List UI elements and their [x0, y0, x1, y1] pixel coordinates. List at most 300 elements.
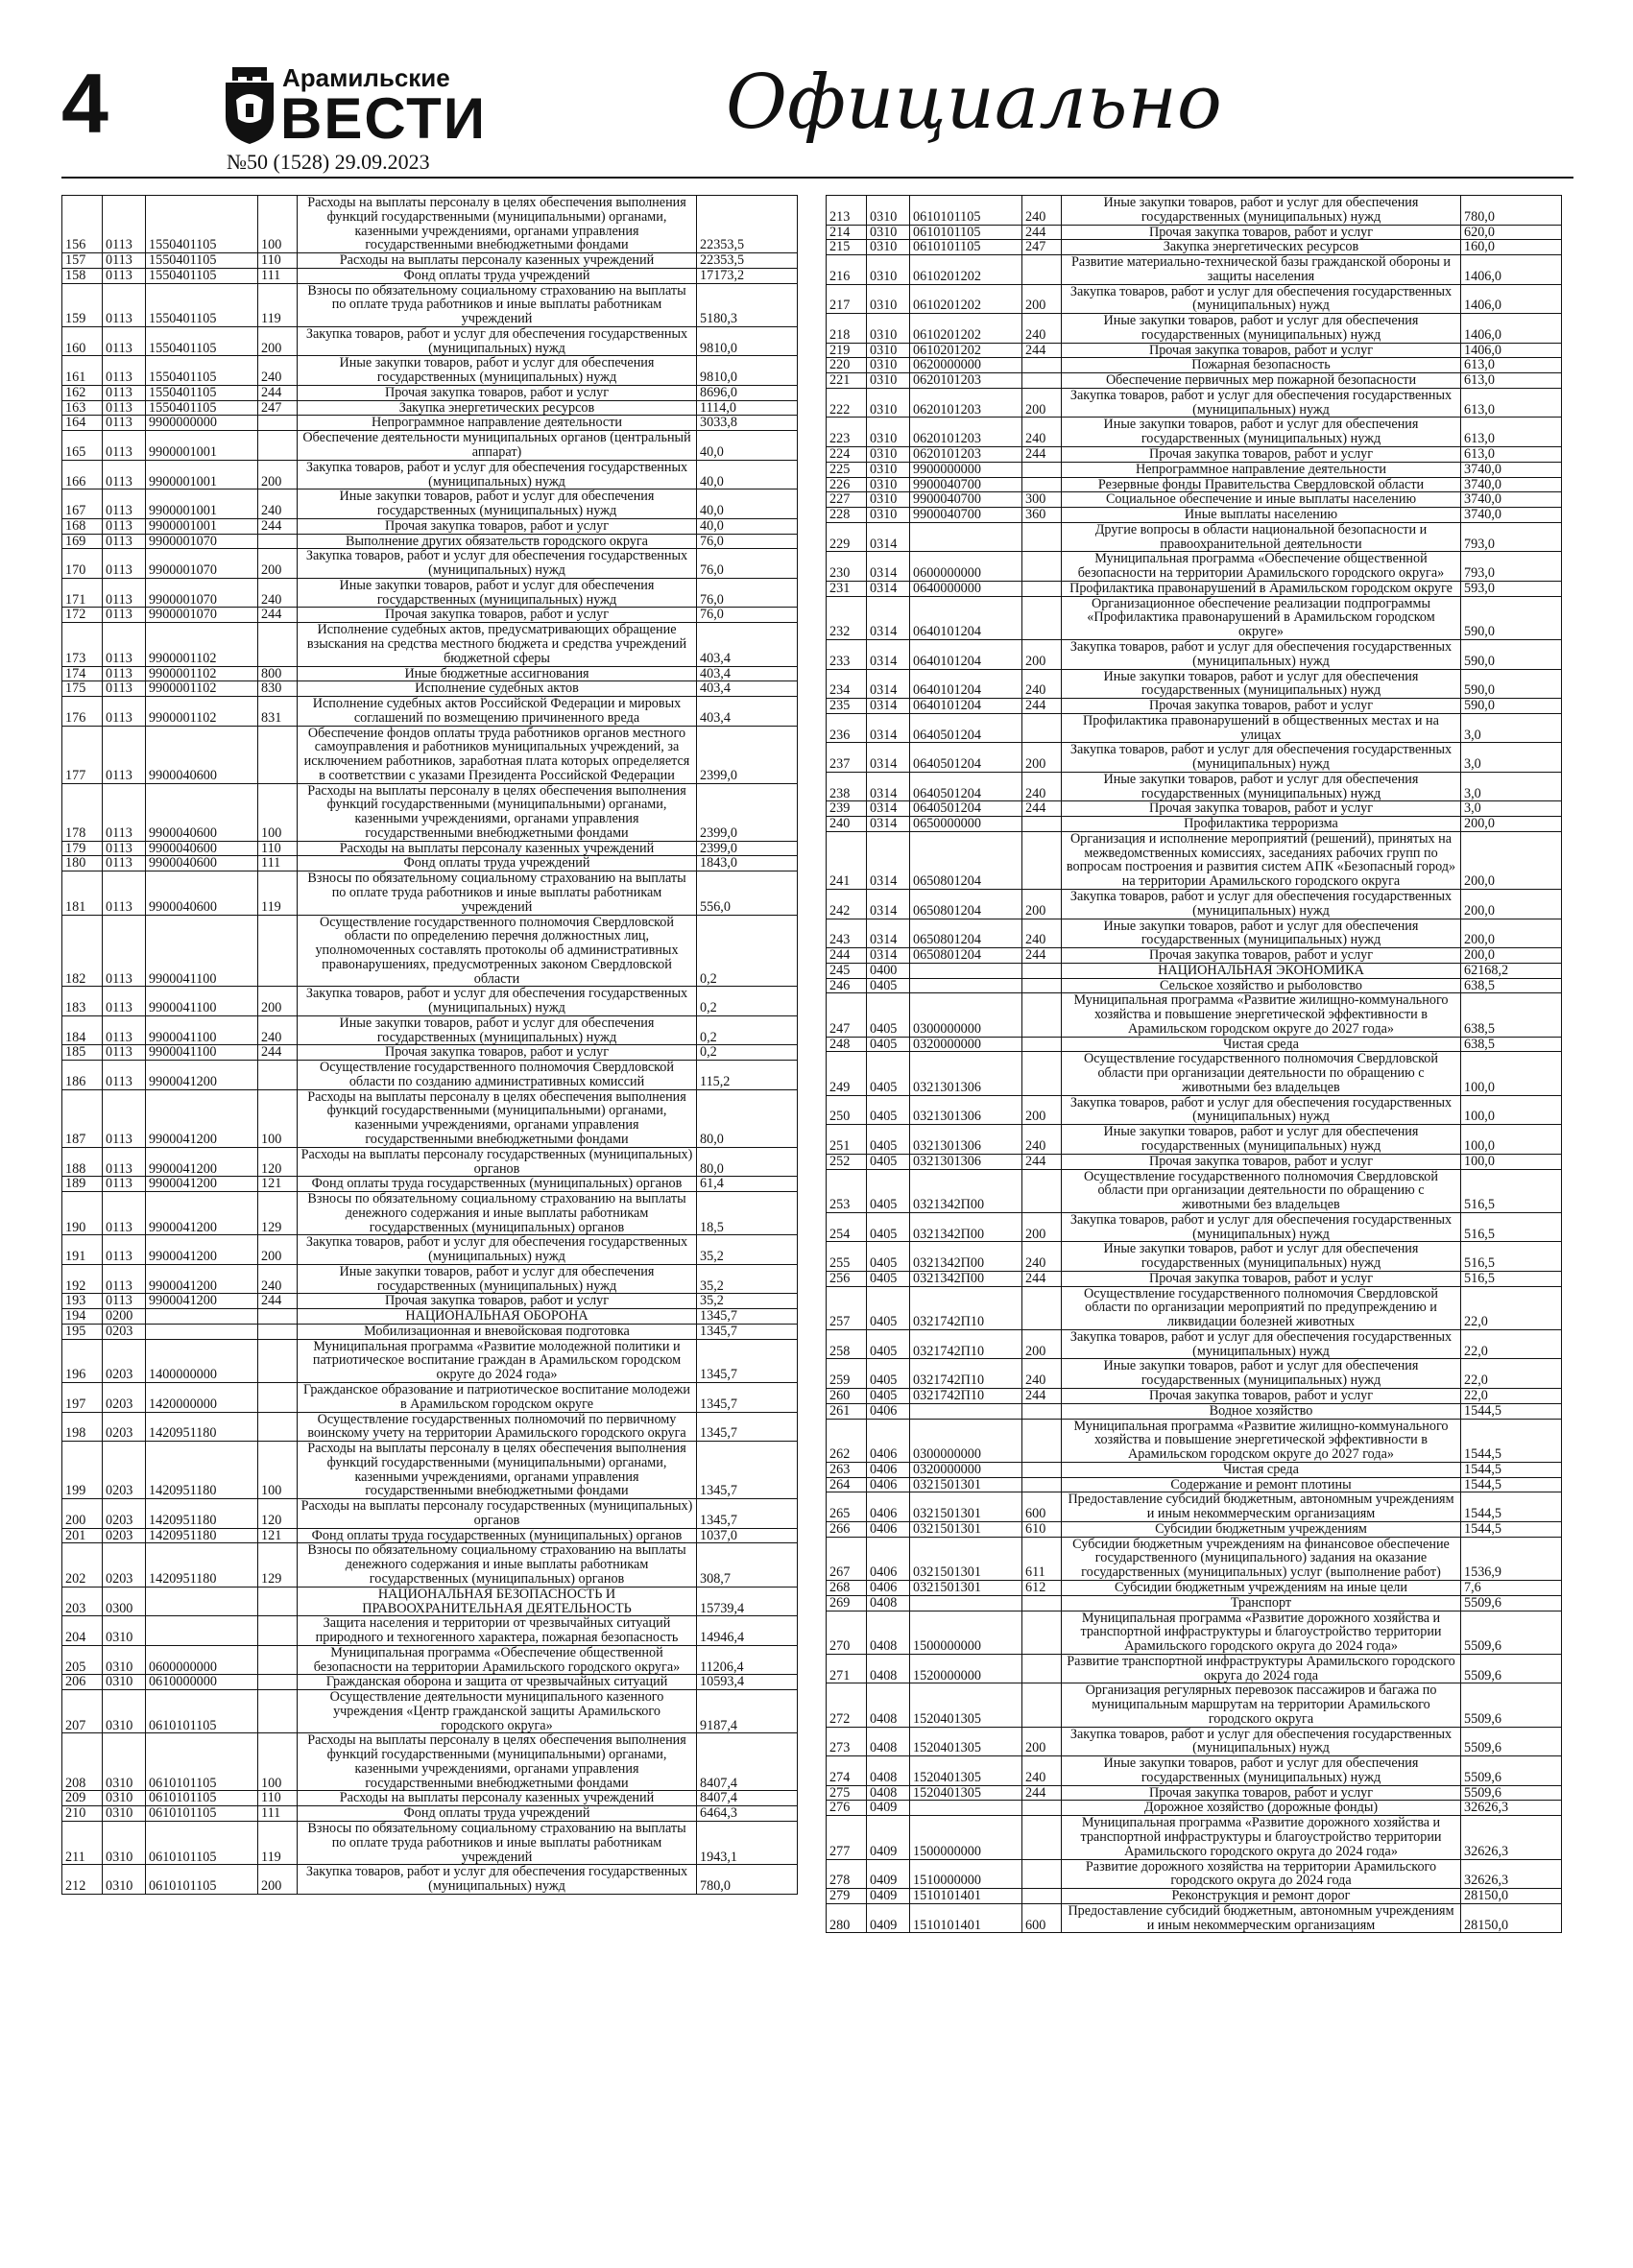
- section-code-cell: 0405: [867, 1212, 910, 1242]
- expense-type-code-cell: [1022, 1052, 1062, 1095]
- amount-cell: 793,0: [1461, 552, 1562, 582]
- description-cell: НАЦИОНАЛЬНАЯ БЕЗОПАСНОСТЬ И ПРАВООХРАНИТЕЛЬНАЯ ДЕЯТЕЛЬНОСТЬ: [298, 1587, 697, 1616]
- description-cell: Осуществление государственного полномочия Свердловской области при организации деятельности по обращению с животными без владельцев: [1062, 1052, 1461, 1095]
- amount-cell: 0,2: [697, 1015, 798, 1045]
- target-article-code-cell: [910, 963, 1022, 978]
- row-number-cell: 156: [62, 196, 103, 253]
- amount-cell: 200,0: [1461, 831, 1562, 889]
- section-code-cell: 0113: [103, 987, 146, 1016]
- row-number-cell: 227: [827, 492, 867, 508]
- target-article-code-cell: 1510101401: [910, 1903, 1022, 1933]
- description-cell: Расходы на выплаты персоналу в целях обеспечения выполнения функций государственными (муниципальными) органами, казенными учреждениями, органами управления государственными внебюджетными фондами: [298, 1733, 697, 1791]
- amount-cell: 613,0: [1461, 447, 1562, 463]
- expense-type-code-cell: [1022, 1859, 1062, 1889]
- section-code-cell: 0113: [103, 871, 146, 915]
- amount-cell: 3740,0: [1461, 462, 1562, 477]
- table-row: [827, 948, 1562, 964]
- expense-type-code-cell: [1022, 1683, 1062, 1727]
- row-number-cell: 164: [62, 416, 103, 431]
- section-code-cell: 0113: [103, 385, 146, 400]
- table-row: [62, 1324, 798, 1339]
- description-cell: Прочая закупка товаров, работ и услуг: [1062, 447, 1461, 463]
- row-number-cell: 162: [62, 385, 103, 400]
- section-code-cell: 0310: [867, 492, 910, 508]
- row-number-cell: 279: [827, 1889, 867, 1904]
- target-article-code-cell: [146, 1324, 258, 1339]
- description-cell: Осуществление государственного полномочия Свердловской области по созданию административных комиссий: [298, 1061, 697, 1090]
- expense-type-code-cell: [1022, 1286, 1062, 1329]
- expense-type-code-cell: 110: [258, 841, 298, 856]
- section-code-cell: 0310: [103, 1675, 146, 1690]
- expense-type-code-cell: [1022, 1595, 1062, 1611]
- table-row: [827, 462, 1562, 477]
- expense-type-code-cell: 200: [258, 1235, 298, 1265]
- target-article-code-cell: 1420951180: [146, 1442, 258, 1499]
- table-row: [827, 817, 1562, 832]
- expense-type-code-cell: [1022, 596, 1062, 639]
- section-code-cell: 0406: [867, 1580, 910, 1595]
- description-cell: Субсидии бюджетным учреждениям на финансовое обеспечение государственного (муниципального) задания на оказание государственных (муниципальных) услуг (выполнение работ): [1062, 1537, 1461, 1580]
- expense-type-code-cell: 129: [258, 1543, 298, 1587]
- section-code-cell: 0113: [103, 681, 146, 697]
- description-cell: Исполнение судебных актов: [298, 681, 697, 697]
- table-row: [827, 963, 1562, 978]
- description-cell: Закупка товаров, работ и услуг для обеспечения государственных (муниципальных) нужд: [1062, 1727, 1461, 1756]
- row-number-cell: 195: [62, 1324, 103, 1339]
- row-number-cell: 226: [827, 477, 867, 492]
- expense-type-code-cell: [1022, 1037, 1062, 1052]
- target-article-code-cell: 0640501204: [910, 801, 1022, 817]
- target-article-code-cell: 1520401305: [910, 1785, 1022, 1801]
- row-number-cell: 224: [827, 447, 867, 463]
- description-cell: Прочая закупка товаров, работ и услуг: [1062, 699, 1461, 714]
- description-cell: Взносы по обязательному социальному страхованию на выплаты по оплате труда работников и иные выплаты работникам учреждений: [298, 1821, 697, 1864]
- amount-cell: 403,4: [697, 681, 798, 697]
- description-cell: Исполнение судебных актов, предусматривающих обращение взыскания на средства местного бюджета и средства учреждений бюджетной сферы: [298, 623, 697, 666]
- section-code-cell: 0314: [867, 596, 910, 639]
- table-row: [827, 889, 1562, 919]
- publication-name-main: ВЕСТИ: [280, 86, 487, 151]
- section-code-cell: 0314: [867, 772, 910, 801]
- expense-type-code-cell: [258, 1309, 298, 1325]
- description-cell: Обеспечение деятельности муниципальных органов (центральный аппарат): [298, 431, 697, 461]
- section-code-cell: 0405: [867, 1242, 910, 1272]
- target-article-code-cell: 9900041200: [146, 1294, 258, 1309]
- description-cell: Закупка товаров, работ и услуг для обеспечения государственных (муниципальных) нужд: [298, 326, 697, 356]
- section-code-cell: 0113: [103, 623, 146, 666]
- table-row: [827, 1242, 1562, 1272]
- target-article-code-cell: 9900040600: [146, 783, 258, 841]
- amount-cell: 1037,0: [697, 1528, 798, 1543]
- table-row: [827, 1683, 1562, 1727]
- amount-cell: 1544,5: [1461, 1462, 1562, 1477]
- table-row: [827, 831, 1562, 889]
- description-cell: Чистая среда: [1062, 1037, 1461, 1052]
- row-number-cell: 200: [62, 1499, 103, 1529]
- description-cell: Муниципальная программа «Развитие жилищно-коммунального хозяйства и повышение энергетической эффективности в Арамильском городском округе до 2027 года»: [1062, 1419, 1461, 1462]
- row-number-cell: 197: [62, 1383, 103, 1413]
- description-cell: Осуществление государственного полномочия Свердловской области по определению перечня должностных лиц, уполномоченных составлять протоколы об административных правонарушениях, предусмотренных законом Свердловской области: [298, 915, 697, 987]
- right-column: [826, 195, 1561, 2114]
- description-cell: Предоставление субсидий бюджетным, автономным учреждениям и иным некоммерческим организациям: [1062, 1492, 1461, 1522]
- row-number-cell: 205: [62, 1645, 103, 1675]
- amount-cell: 5509,6: [1461, 1785, 1562, 1801]
- section-code-cell: 0203: [103, 1339, 146, 1382]
- description-cell: Взносы по обязательному социальному страхованию на выплаты денежного содержания и иные выплаты работникам государственных (муниципальных) органов: [298, 1543, 697, 1587]
- description-cell: Прочая закупка товаров, работ и услуг: [298, 518, 697, 534]
- left-column: [61, 195, 797, 2114]
- table-row: [827, 639, 1562, 669]
- section-code-cell: 0405: [867, 1329, 910, 1359]
- expense-type-code-cell: [258, 726, 298, 783]
- section-code-cell: 0113: [103, 460, 146, 489]
- description-cell: Расходы на выплаты персоналу в целях обеспечения выполнения функций государственными (муниципальными) органами, казенными учреждениями, органами управления государственными внебюджетными фондами: [298, 1089, 697, 1147]
- table-row: [62, 1235, 798, 1265]
- row-number-cell: 219: [827, 343, 867, 358]
- target-article-code-cell: [146, 1587, 258, 1616]
- description-cell: Закупка товаров, работ и услуг для обеспечения государственных (муниципальных) нужд: [298, 460, 697, 489]
- target-article-code-cell: 0640000000: [910, 581, 1022, 596]
- row-number-cell: 220: [827, 358, 867, 373]
- section-code-cell: 0314: [867, 699, 910, 714]
- row-number-cell: 272: [827, 1683, 867, 1727]
- target-article-code-cell: 0321742П10: [910, 1359, 1022, 1389]
- description-cell: НАЦИОНАЛЬНАЯ ОБОРОНА: [298, 1309, 697, 1325]
- expense-type-code-cell: 240: [258, 356, 298, 386]
- section-code-cell: 0314: [867, 713, 910, 743]
- description-cell: Мобилизационная и вневойсковая подготовка: [298, 1324, 697, 1339]
- amount-cell: 9810,0: [697, 326, 798, 356]
- row-number-cell: 260: [827, 1389, 867, 1404]
- expense-type-code-cell: [1022, 477, 1062, 492]
- row-number-cell: 177: [62, 726, 103, 783]
- expense-type-code-cell: [1022, 831, 1062, 889]
- expense-type-code-cell: 610: [1022, 1521, 1062, 1537]
- amount-cell: 780,0: [1461, 196, 1562, 226]
- description-cell: Обеспечение первичных мер пожарной безопасности: [1062, 373, 1461, 389]
- expense-type-code-cell: 110: [258, 1791, 298, 1806]
- row-number-cell: 157: [62, 253, 103, 269]
- section-code-cell: 0405: [867, 1095, 910, 1125]
- row-number-cell: 232: [827, 596, 867, 639]
- expense-type-code-cell: 240: [1022, 669, 1062, 699]
- row-number-cell: 193: [62, 1294, 103, 1309]
- expense-type-code-cell: 100: [258, 1442, 298, 1499]
- target-article-code-cell: 1520401305: [910, 1683, 1022, 1727]
- table-row: [827, 373, 1562, 389]
- amount-cell: 5509,6: [1461, 1595, 1562, 1611]
- expense-type-code-cell: [258, 1690, 298, 1733]
- row-number-cell: 192: [62, 1264, 103, 1294]
- section-code-cell: 0405: [867, 1389, 910, 1404]
- table-row: [827, 1903, 1562, 1933]
- amount-cell: 1544,5: [1461, 1521, 1562, 1537]
- section-code-cell: 0203: [103, 1543, 146, 1587]
- amount-cell: 613,0: [1461, 388, 1562, 418]
- section-code-cell: 0314: [867, 817, 910, 832]
- amount-cell: 76,0: [697, 608, 798, 623]
- table-row: [62, 608, 798, 623]
- table-row: [62, 1339, 798, 1382]
- target-article-code-cell: 0610101105: [910, 196, 1022, 226]
- target-article-code-cell: 0610101105: [146, 1733, 258, 1791]
- table-row: [827, 1286, 1562, 1329]
- amount-cell: 5509,6: [1461, 1756, 1562, 1786]
- expense-type-code-cell: 200: [1022, 1212, 1062, 1242]
- row-number-cell: 247: [827, 993, 867, 1037]
- description-cell: Расходы на выплаты персоналу государственных (муниципальных) органов: [298, 1147, 697, 1177]
- table-row: [827, 1052, 1562, 1095]
- amount-cell: 3033,8: [697, 416, 798, 431]
- amount-cell: 9810,0: [697, 356, 798, 386]
- description-cell: Прочая закупка товаров, работ и услуг: [298, 1045, 697, 1061]
- target-article-code-cell: 0610101105: [910, 240, 1022, 255]
- description-cell: Иные закупки товаров, работ и услуг для обеспечения государственных (муниципальных) нужд: [1062, 314, 1461, 344]
- row-number-cell: 166: [62, 460, 103, 489]
- row-number-cell: 182: [62, 915, 103, 987]
- section-code-cell: 0310: [867, 240, 910, 255]
- description-cell: Прочая закупка товаров, работ и услуг: [1062, 1389, 1461, 1404]
- amount-cell: 22,0: [1461, 1329, 1562, 1359]
- table-row: [62, 283, 798, 326]
- table-row: [62, 1543, 798, 1587]
- expense-type-code-cell: [258, 915, 298, 987]
- amount-cell: 3,0: [1461, 713, 1562, 743]
- expense-type-code-cell: 120: [258, 1499, 298, 1529]
- amount-cell: 403,4: [697, 623, 798, 666]
- table-row: [62, 431, 798, 461]
- header-rule: [61, 177, 1573, 179]
- amount-cell: 3740,0: [1461, 477, 1562, 492]
- expense-type-code-cell: 240: [1022, 772, 1062, 801]
- target-article-code-cell: 1550401105: [146, 400, 258, 416]
- amount-cell: 780,0: [697, 1865, 798, 1895]
- description-cell: Расходы на выплаты персоналу в целях обеспечения выполнения функций государственными (муниципальными) органами, казенными учреждениями, органами управления государственными внебюджетными фондами: [298, 1442, 697, 1499]
- table-row: [827, 522, 1562, 552]
- amount-cell: 1345,7: [697, 1412, 798, 1442]
- budget-table-left: [61, 195, 798, 1895]
- target-article-code-cell: 1420951180: [146, 1499, 258, 1529]
- target-article-code-cell: 0320000000: [910, 1462, 1022, 1477]
- section-code-cell: 0113: [103, 1177, 146, 1192]
- table-row: [62, 1499, 798, 1529]
- row-number-cell: 208: [62, 1733, 103, 1791]
- section-code-cell: 0113: [103, 726, 146, 783]
- section-code-cell: 0405: [867, 1169, 910, 1212]
- amount-cell: 32626,3: [1461, 1859, 1562, 1889]
- target-article-code-cell: 0610101105: [146, 1865, 258, 1895]
- table-row: [827, 1403, 1562, 1419]
- section-code-cell: 0314: [867, 581, 910, 596]
- section-code-cell: 0113: [103, 1061, 146, 1090]
- section-code-cell: 0408: [867, 1727, 910, 1756]
- amount-cell: 22,0: [1461, 1359, 1562, 1389]
- section-code-cell: 0113: [103, 697, 146, 727]
- table-row: [827, 1889, 1562, 1904]
- target-article-code-cell: 0600000000: [910, 552, 1022, 582]
- row-number-cell: 259: [827, 1359, 867, 1389]
- expense-type-code-cell: [258, 1675, 298, 1690]
- section-code-cell: 0310: [103, 1733, 146, 1791]
- expense-type-code-cell: 200: [1022, 743, 1062, 773]
- table-row: [827, 1125, 1562, 1155]
- section-code-cell: 0406: [867, 1462, 910, 1477]
- target-article-code-cell: 1510000000: [910, 1859, 1022, 1889]
- expense-type-code-cell: 129: [258, 1192, 298, 1235]
- target-article-code-cell: 1550401105: [146, 283, 258, 326]
- expense-type-code-cell: 200: [258, 460, 298, 489]
- target-article-code-cell: 0610201202: [910, 343, 1022, 358]
- row-number-cell: 190: [62, 1192, 103, 1235]
- description-cell: Реконструкция и ремонт дорог: [1062, 1889, 1461, 1904]
- section-code-cell: 0405: [867, 978, 910, 993]
- row-number-cell: 211: [62, 1821, 103, 1864]
- target-article-code-cell: 9900000000: [146, 416, 258, 431]
- amount-cell: 613,0: [1461, 418, 1562, 447]
- section-code-cell: 0406: [867, 1403, 910, 1419]
- description-cell: Иные закупки товаров, работ и услуг для обеспечения государственных (муниципальных) нужд: [1062, 669, 1461, 699]
- target-article-code-cell: 9900001102: [146, 623, 258, 666]
- amount-cell: 40,0: [697, 489, 798, 519]
- section-code-cell: 0300: [103, 1587, 146, 1616]
- amount-cell: 1406,0: [1461, 255, 1562, 285]
- row-number-cell: 189: [62, 1177, 103, 1192]
- expense-type-code-cell: 244: [258, 1294, 298, 1309]
- target-article-code-cell: 1420000000: [146, 1383, 258, 1413]
- expense-type-code-cell: 111: [258, 268, 298, 283]
- table-row: [62, 1015, 798, 1045]
- description-cell: Иные закупки товаров, работ и услуг для обеспечения государственных (муниципальных) нужд: [298, 356, 697, 386]
- description-cell: Прочая закупка товаров, работ и услуг: [1062, 1154, 1461, 1169]
- expense-type-code-cell: 110: [258, 253, 298, 269]
- description-cell: Прочая закупка товаров, работ и услуг: [1062, 948, 1461, 964]
- target-article-code-cell: 0620101203: [910, 373, 1022, 389]
- description-cell: Осуществление государственного полномочия Свердловской области при организации деятельности по обращению с животными без владельцев: [1062, 1169, 1461, 1212]
- row-number-cell: 263: [827, 1462, 867, 1477]
- description-cell: Осуществление государственных полномочий по первичному воинскому учету на территории Арамильского городского округа: [298, 1412, 697, 1442]
- description-cell: Прочая закупка товаров, работ и услуг: [1062, 225, 1461, 240]
- description-cell: Муниципальная программа «Развитие жилищно-коммунального хозяйства и повышение энергетической эффективности в Арамильском городском округе до 2027 года»: [1062, 993, 1461, 1037]
- target-article-code-cell: 0610201202: [910, 284, 1022, 314]
- expense-type-code-cell: 244: [258, 1045, 298, 1061]
- row-number-cell: 234: [827, 669, 867, 699]
- expense-type-code-cell: [1022, 978, 1062, 993]
- table-row: [827, 919, 1562, 948]
- description-cell: Иные закупки товаров, работ и услуг для обеспечения государственных (муниципальных) нужд: [298, 489, 697, 519]
- expense-type-code-cell: 240: [1022, 314, 1062, 344]
- target-article-code-cell: 9900001001: [146, 431, 258, 461]
- section-code-cell: 0113: [103, 196, 146, 253]
- row-number-cell: 239: [827, 801, 867, 817]
- description-cell: Фонд оплаты труда учреждений: [298, 1806, 697, 1822]
- expense-type-code-cell: 244: [1022, 225, 1062, 240]
- target-article-code-cell: 0620101203: [910, 447, 1022, 463]
- table-row: [827, 1580, 1562, 1595]
- row-number-cell: 265: [827, 1492, 867, 1522]
- row-number-cell: 270: [827, 1611, 867, 1654]
- row-number-cell: 245: [827, 963, 867, 978]
- section-code-cell: 0406: [867, 1419, 910, 1462]
- amount-cell: 160,0: [1461, 240, 1562, 255]
- expense-type-code-cell: [1022, 1403, 1062, 1419]
- section-code-cell: 0203: [103, 1499, 146, 1529]
- amount-cell: 5509,6: [1461, 1654, 1562, 1683]
- amount-cell: 8696,0: [697, 385, 798, 400]
- section-code-cell: 0113: [103, 841, 146, 856]
- target-article-code-cell: 9900041200: [146, 1089, 258, 1147]
- row-number-cell: 248: [827, 1037, 867, 1052]
- section-code-cell: 0203: [103, 1324, 146, 1339]
- amount-cell: 613,0: [1461, 358, 1562, 373]
- description-cell: Выполнение других обязательств городского округа: [298, 534, 697, 549]
- description-cell: Закупка товаров, работ и услуг для обеспечения государственных (муниципальных) нужд: [1062, 1095, 1461, 1125]
- target-article-code-cell: 9900001102: [146, 666, 258, 681]
- expense-type-code-cell: [1022, 1654, 1062, 1683]
- amount-cell: 2399,0: [697, 841, 798, 856]
- description-cell: Закупка товаров, работ и услуг для обеспечения государственных (муниципальных) нужд: [298, 1235, 697, 1265]
- description-cell: Иные закупки товаров, работ и услуг для обеспечения государственных (муниципальных) нужд: [1062, 418, 1461, 447]
- amount-cell: 1406,0: [1461, 343, 1562, 358]
- section-code-cell: 0314: [867, 522, 910, 552]
- target-article-code-cell: 0640101204: [910, 669, 1022, 699]
- table-row: [62, 518, 798, 534]
- target-article-code-cell: 0650000000: [910, 817, 1022, 832]
- table-row: [827, 1212, 1562, 1242]
- table-row: [62, 1147, 798, 1177]
- table-row: [827, 1537, 1562, 1580]
- table-row: [62, 1675, 798, 1690]
- row-number-cell: 207: [62, 1690, 103, 1733]
- amount-cell: 1943,1: [697, 1821, 798, 1864]
- expense-type-code-cell: [258, 1616, 298, 1646]
- row-number-cell: 275: [827, 1785, 867, 1801]
- section-code-cell: 0310: [867, 225, 910, 240]
- target-article-code-cell: 0610101105: [146, 1690, 258, 1733]
- description-cell: Прочая закупка товаров, работ и услуг: [1062, 343, 1461, 358]
- table-row: [62, 1690, 798, 1733]
- description-cell: Прочая закупка товаров, работ и услуг: [298, 385, 697, 400]
- expense-type-code-cell: 800: [258, 666, 298, 681]
- section-code-cell: 0113: [103, 431, 146, 461]
- amount-cell: 556,0: [697, 871, 798, 915]
- amount-cell: 7,6: [1461, 1580, 1562, 1595]
- description-cell: Расходы на выплаты персоналу государственных (муниципальных) органов: [298, 1499, 697, 1529]
- row-number-cell: 255: [827, 1242, 867, 1272]
- expense-type-code-cell: 244: [1022, 1785, 1062, 1801]
- section-code-cell: 0405: [867, 993, 910, 1037]
- description-cell: Расходы на выплаты персоналу в целях обеспечения выполнения функций государственными (муниципальными) органами, казенными учреждениями, органами управления государственными внебюджетными фондами: [298, 196, 697, 253]
- amount-cell: 2399,0: [697, 726, 798, 783]
- expense-type-code-cell: 121: [258, 1528, 298, 1543]
- row-number-cell: 228: [827, 508, 867, 523]
- table-row: [62, 666, 798, 681]
- description-cell: Закупка товаров, работ и услуг для обеспечения государственных (муниципальных) нужд: [1062, 1212, 1461, 1242]
- row-number-cell: 184: [62, 1015, 103, 1045]
- expense-type-code-cell: 200: [1022, 284, 1062, 314]
- section-code-cell: 0310: [867, 358, 910, 373]
- row-number-cell: 160: [62, 326, 103, 356]
- section-code-cell: 0113: [103, 549, 146, 579]
- expense-type-code-cell: 100: [258, 1089, 298, 1147]
- row-number-cell: 174: [62, 666, 103, 681]
- target-article-code-cell: [910, 1801, 1022, 1816]
- expense-type-code-cell: 119: [258, 1821, 298, 1864]
- amount-cell: 100,0: [1461, 1095, 1562, 1125]
- expense-type-code-cell: 244: [1022, 1154, 1062, 1169]
- amount-cell: 1843,0: [697, 856, 798, 871]
- target-article-code-cell: 0610101105: [146, 1791, 258, 1806]
- amount-cell: 200,0: [1461, 948, 1562, 964]
